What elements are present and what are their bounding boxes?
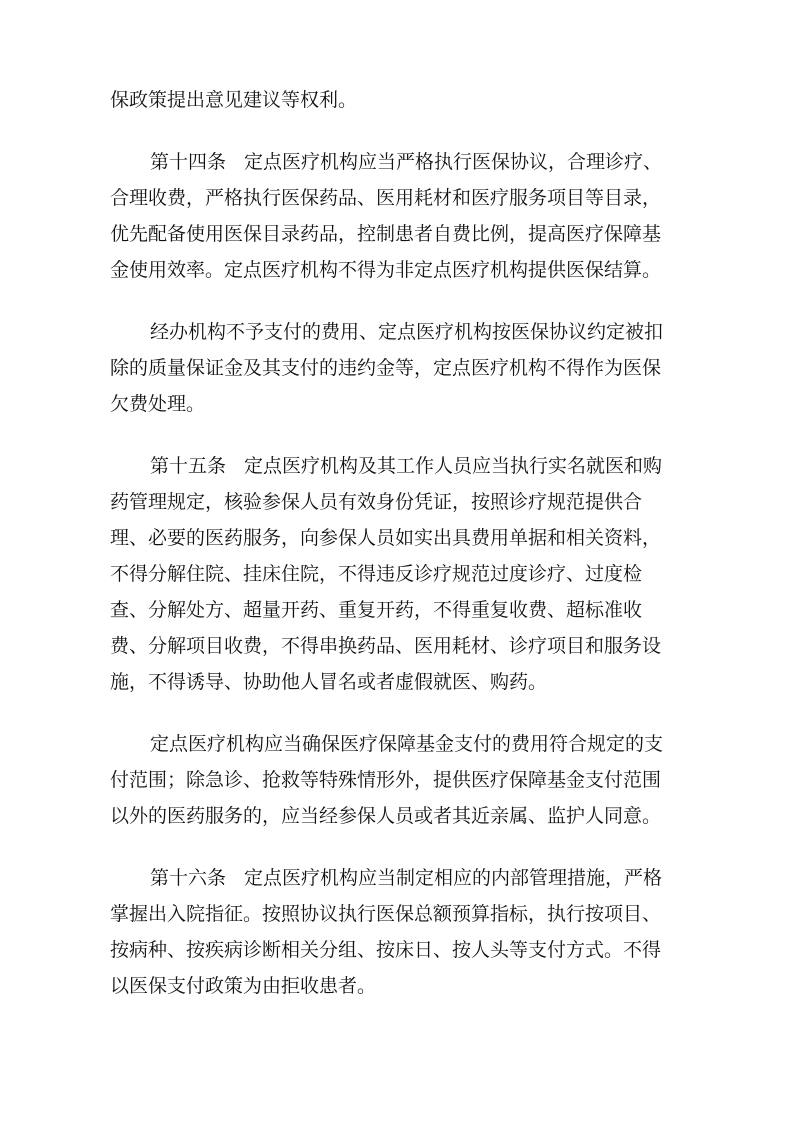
text-line: 付范围；除急诊、抢救等特殊情形外，提供医疗保障基金支付范围 [110, 769, 662, 791]
text-segment: 定点医疗机构及其工作人员应当执行实名就医和购 [244, 455, 663, 477]
text-line [110, 144, 683, 180]
text-line: 以医保支付政策为由拒收患者。 [110, 975, 377, 997]
paragraph-continuation [110, 82, 683, 118]
article-number: 第十四条 [150, 151, 227, 173]
article-15-paragraph [110, 448, 683, 700]
text-line: 按病种、按疾病诊断相关分组、按床日、按人头等支付方式。不得 [110, 939, 662, 961]
text-line: 保政策提出意见建议等权利。 [110, 89, 358, 111]
article-number: 第十五条 [150, 455, 227, 477]
article-number: 第十六条 [150, 867, 227, 889]
text-line [110, 860, 683, 896]
article-16-paragraph [110, 860, 683, 1004]
paragraph-unpaid-costs [110, 314, 683, 422]
text-line: 理、必要的医药服务，向参保人员如实出具费用单据和相关资料， [110, 527, 662, 549]
text-line: 经办机构不予支付的费用、定点医疗机构按医保协议约定被扣 [150, 321, 664, 343]
article-14-paragraph [110, 144, 683, 288]
text-line: 不得分解住院、挂床住院，不得违反诊疗规范过度诊疗、过度检 [110, 563, 643, 585]
text-line: 金使用效率。定点医疗机构不得为非定点医疗机构提供医保结算。 [110, 259, 662, 281]
text-line [110, 448, 683, 484]
text-line: 费、分解项目收费，不得串换药品、医用耗材、诊疗项目和服务设 [110, 635, 662, 657]
paragraph-payment-scope [110, 726, 683, 834]
text-line: 施，不得诱导、协助他人冒名或者虚假就医、购药。 [110, 671, 548, 693]
text-line: 合理收费，严格执行医保药品、医用耗材和医疗服务项目等目录， [110, 187, 662, 209]
text-line: 药管理规定，核验参保人员有效身份凭证，按照诊疗规范提供合 [110, 491, 643, 513]
text-line: 掌握出入院指征。按照协议执行医保总额预算指标，执行按项目、 [110, 903, 662, 925]
text-line: 定点医疗机构应当确保医疗保障基金支付的费用符合规定的支 [150, 733, 664, 755]
text-segment: 定点医疗机构应当制定相应的内部管理措施，严格 [244, 867, 663, 889]
text-line: 以外的医药服务的，应当经参保人员或者其近亲属、监护人同意。 [110, 805, 662, 827]
text-line: 欠费处理。 [110, 393, 206, 415]
text-line: 优先配备使用医保目录药品，控制患者自费比例，提高医疗保障基 [110, 223, 662, 245]
text-line: 除的质量保证金及其支付的违约金等，定点医疗机构不得作为医保 [110, 357, 662, 379]
text-segment: 定点医疗机构应当严格执行医保协议，合理诊疗、 [244, 151, 663, 173]
text-line: 查、分解处方、超量开药、重复开药，不得重复收费、超标准收 [110, 599, 643, 621]
